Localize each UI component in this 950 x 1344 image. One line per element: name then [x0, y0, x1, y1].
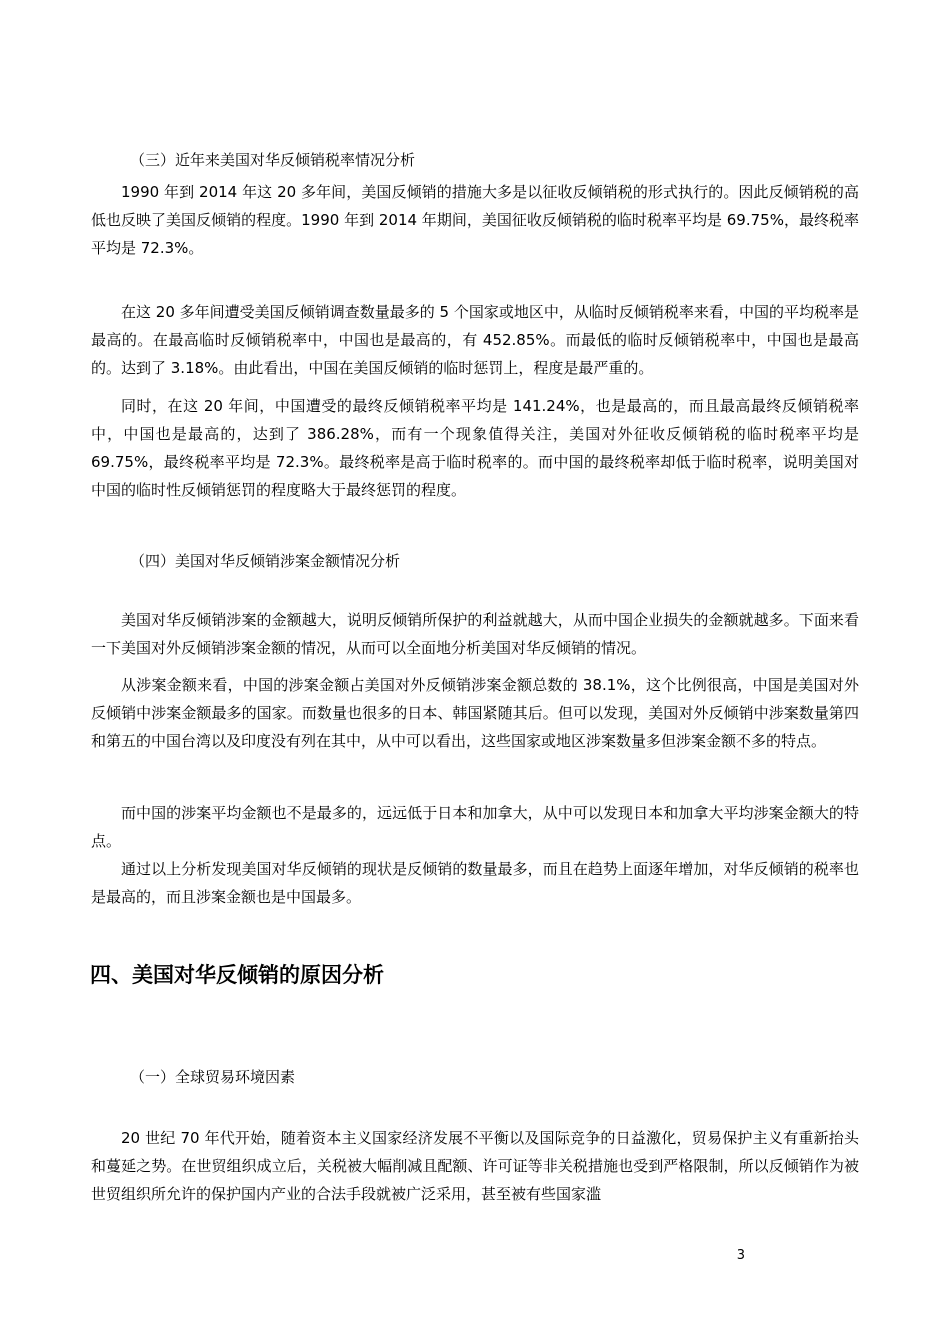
paragraph: 而中国的涉案平均金额也不是最多的，远远低于日本和加拿大，从中可以发现日本和加拿大平均涉案金额大的特点。	[91, 804, 859, 850]
paragraph: 美国对华反倾销涉案的金额越大，说明反倾销所保护的利益就越大，从而中国企业损失的金额就越多。下面来看一下美国对外反倾销涉案金额的情况，从而可以全面地分析美国对华反倾销的情况。	[91, 611, 859, 657]
paragraph: 通过以上分析发现美国对华反倾销的现状是反倾销的数量最多，而且在趋势上面逐年增加，对华反倾销的税率也是最高的，而且涉案金额也是中国最多。	[91, 860, 859, 906]
section-heading-3: （三）近年来美国对华反倾销税率情况分析	[130, 151, 416, 169]
paragraph: 20 世纪 70 年代开始，随着资本主义国家经济发展不平衡以及国际竞争的日益激化，贸易保护主义有重新抬头和蔓延之势。在世贸组织成立后，关税被大幅削减且配额、许可证等非关税措施也受到严格限制，所以反倾销作为被世贸组织所允许的保护国内产业的合法手段就被广泛采用，甚至被有些国家滥	[91, 1129, 859, 1203]
paragraph: 从涉案金额来看，中国的涉案金额占美国对外反倾销涉案金额总数的 38.1%，这个比例很高，中国是美国对外反倾销中涉案金额最多的国家。而数量也很多的日本、韩国紧随其后。但可以发现，美国对外反倾销中涉案数量第四和第五的中国台湾以及印度没有列在其中，从中可以看出，这些国家或地区涉案数量多但涉案金额不多的特点。	[91, 676, 859, 750]
section-heading-4-1: （一）全球贸易环境因素	[130, 1068, 296, 1086]
page-number: 3	[736, 1248, 745, 1263]
paragraph: 1990 年到 2014 年这 20 多年间，美国反倾销的措施大多是以征收反倾销税的形式执行的。因此反倾销税的高低也反映了美国反倾销的程度。1990 年到 2014 年期间，美国征收反倾销税的临时税率平均是 69.75%，最终税率平均是 72.3%。	[91, 183, 859, 257]
paragraph: 同时，在这 20 年间，中国遭受的最终反倾销税率平均是 141.24%，也是最高的，而且最高最终反倾销税率中，中国也是最高的，达到了 386.28%，而有一个现象值得关注，美国对外征收反倾销税的临时税率平均是 69.75%，最终税率平均是 72.3%。最终税率是高于临时税率的。而中国的最终税率却低于临时税率，说明美国对中国的临时性反倾销惩罚的程度略大于最终惩罚的程度。	[91, 397, 859, 499]
section-heading-4: （四）美国对华反倾销涉案金额情况分析	[130, 552, 401, 570]
paragraph: 在这 20 多年间遭受美国反倾销调查数量最多的 5 个国家或地区中，从临时反倾销税率来看，中国的平均税率是最高的。在最高临时反倾销税率中，中国也是最高的，有 452.85%。而最低的临时反倾销税率中，中国也是最高的。达到了 3.18%。由此看出，中国在美国反倾销的临时惩罚上，程度是最严重的。	[91, 303, 859, 377]
chapter-heading: 四、美国对华反倾销的原因分析	[90, 963, 384, 987]
